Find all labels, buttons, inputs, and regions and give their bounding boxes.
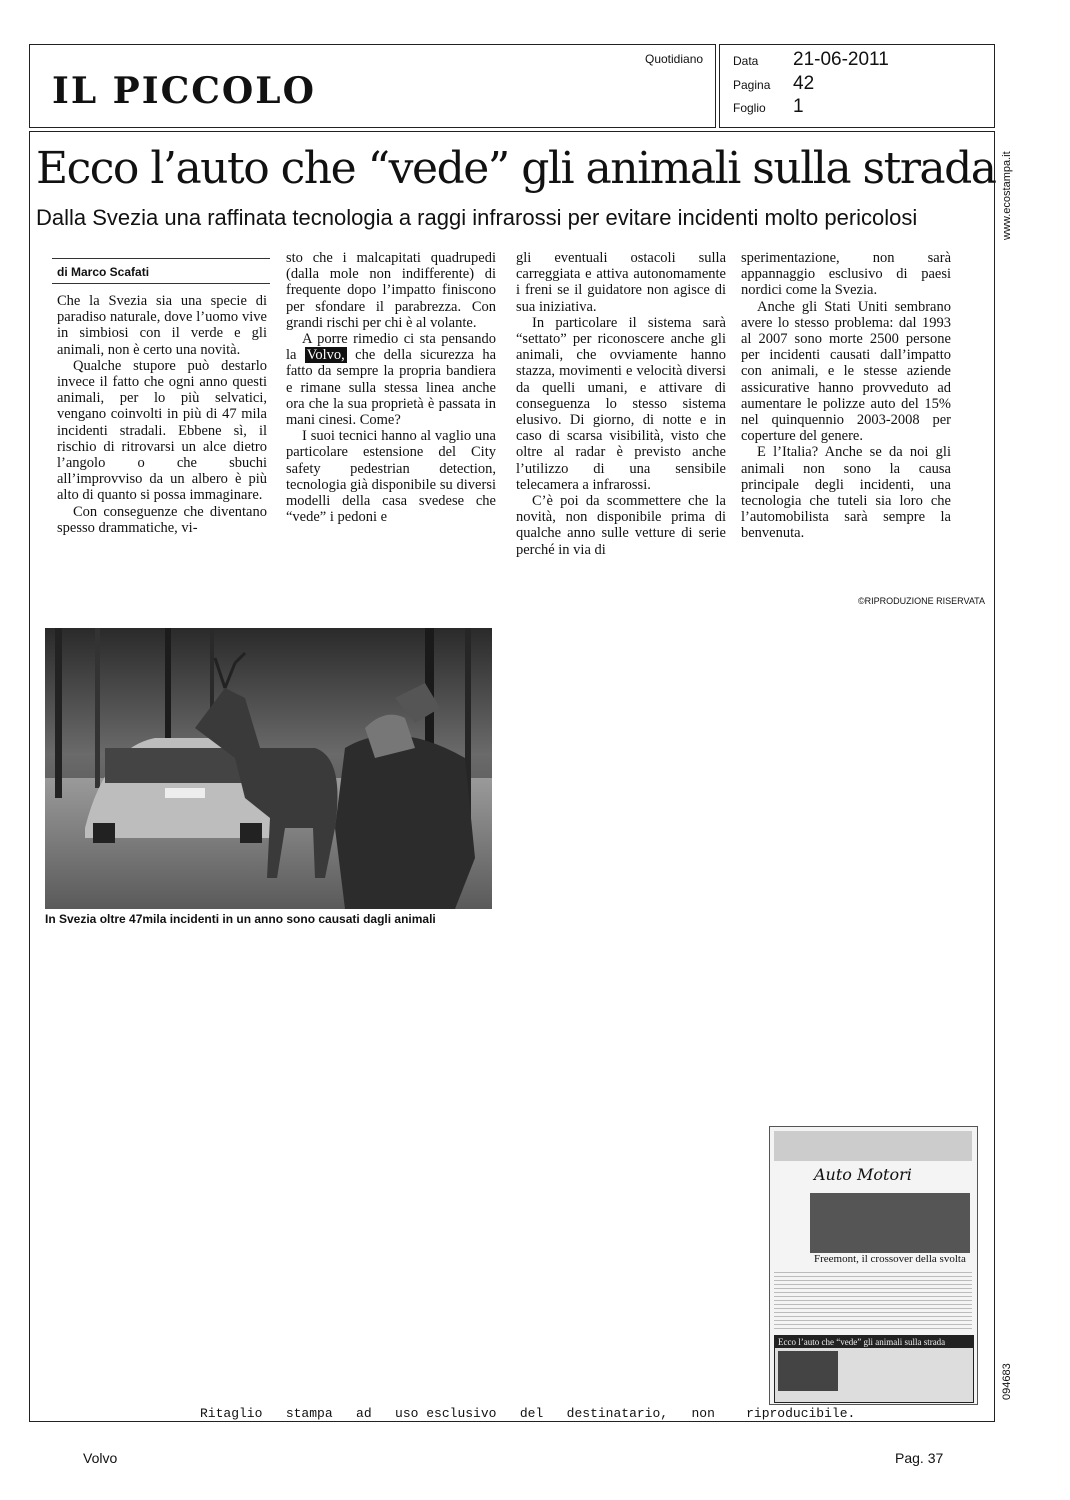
newspaper-logo: IL PICCOLO bbox=[52, 70, 316, 112]
article-column-3 bbox=[516, 250, 726, 558]
thumb-top-strip bbox=[774, 1131, 972, 1161]
sheet-label: Foglio bbox=[733, 101, 766, 115]
article-column-4 bbox=[741, 250, 951, 542]
col3-paragraph: gli eventuali ostacoli sulla carreggiata e attiva autonomamente i freni se il guidatore non agisce di sua iniziativa. bbox=[516, 250, 726, 315]
page-thumbnail bbox=[769, 1126, 978, 1405]
byline-rule bbox=[52, 258, 270, 259]
col2-paragraph bbox=[286, 331, 496, 428]
byline-rule-bottom bbox=[52, 283, 270, 284]
col2-paragraph: I suoi tecnici hanno al vaglio una particolare estensione del City safety pedestrian detection, tecnologia già disponibile su diversi modelli della casa svedese che “vede” i pedoni e bbox=[286, 428, 496, 526]
website-vertical: www.ecostampa.it bbox=[1001, 151, 1013, 240]
page-label: Pagina bbox=[733, 78, 771, 92]
col1-paragraph: Con conseguenze che diventano spesso drammatiche, vi- bbox=[57, 503, 267, 536]
deer-and-car-photo bbox=[45, 628, 492, 909]
footer-brand: Volvo bbox=[83, 1450, 118, 1466]
brand-highlight: Volvo, bbox=[306, 347, 345, 364]
sheet-value: 1 bbox=[793, 96, 804, 117]
thumb-article-box bbox=[774, 1335, 974, 1403]
col2-text: che della sicurezza ha fatto da sempre la propria bandiera e rimane sulla stessa linea anche ora che la sua proprietà è passata in mani cinesi. Come? bbox=[286, 347, 497, 429]
col1-paragraph: Che la Svezia sia una specie di paradiso naturale, dove l’uomo vive in simbiosi con il verde e gli animali, non è certo una novità. bbox=[57, 293, 267, 358]
col2-text: A porre rimedio ci sta pensando la bbox=[286, 331, 496, 364]
col3-paragraph: C’è poi da scommettere che la novità, non disponibile prima di qualche anno sulle vetture di serie perché in via di bbox=[516, 493, 726, 558]
col1-paragraph: Qualche stupore può destarlo invece il fatto che ogni anno questi animali, per lo più selvatici, vengano coinvolti in più di 47 mila incidenti stradali. Ebbene sì, il rischio di ritrovarsi un alce dietro l’angolo o che sbuchi all’improvviso da un albero è più alto di quanto si possa immaginare. bbox=[57, 357, 267, 504]
thumb-text-block bbox=[774, 1272, 972, 1332]
page-value: 42 bbox=[793, 73, 815, 94]
date-label: Data bbox=[733, 54, 759, 68]
article-headline: Ecco l’auto che “vede” gli animali sulla strada bbox=[36, 143, 996, 194]
thumb-headline: Freemont, il crossover della svolta bbox=[814, 1253, 966, 1265]
code-vertical: 094683 bbox=[1001, 1363, 1013, 1400]
col4-paragraph: sperimentazione, non sarà appannaggio esclusivo di paesi nordici come la Svezia. bbox=[741, 250, 951, 299]
article-column-1 bbox=[57, 293, 267, 536]
col4-paragraph: Anche gli Stati Uniti sembrano avere lo stesso problema: dal 1993 al 2007 sono morte 2500 persone per incidenti causati dall’impatto con animali, e le stesse aziende assicurative hanno provveduto ad aumentare le polizze auto del 15% nel quinquennio 2003-2008 per coperture del genere. bbox=[741, 298, 951, 445]
frequency-label: Quotidiano bbox=[645, 52, 704, 66]
thumb-section-title: Auto Motori bbox=[814, 1165, 912, 1184]
date-value: 21-06-2011 bbox=[793, 49, 889, 70]
byline: di Marco Scafati bbox=[57, 265, 150, 279]
col4-paragraph: E l’Italia? Anche se da noi gli animali non sono la causa principale degli incidenti, una tecnologia che tuteli sia loro che l’automobilista sarà sempre la benvenuta. bbox=[741, 444, 951, 542]
footer-page: Pag. 37 bbox=[895, 1450, 944, 1466]
article-photo bbox=[45, 628, 492, 909]
clipping-notice: Ritaglio stampa ad uso esclusivo del destinatario, non riproducibile. bbox=[200, 1406, 856, 1421]
article-column-2 bbox=[286, 250, 496, 525]
thumb-photo-block bbox=[810, 1193, 970, 1253]
thumb-article-photo bbox=[778, 1351, 838, 1391]
thumb-article-headline: Ecco l’auto che “vede” gli animali sulla strada bbox=[775, 1336, 973, 1348]
col2-paragraph: sto che i malcapitati quadrupedi (dalla mole non indifferente) di frequente dopo l’impatto finiscono per sfondare il parabrezza. Con grandi rischi per chi è al volante. bbox=[286, 250, 496, 331]
col3-paragraph: In particolare il sistema sarà “settato” per riconoscere anche gli animali, che ovviamente hanno stazza, movimenti e velocità diversi da quelli umani, e attivare di conseguenza lo stesso sistema elusivo. Di giorno, di notte e in caso di scarsa visibilità, visto che oltre al radar è previsto anche l’utilizzo di una sensibile telecamera a infrarossi. bbox=[516, 314, 726, 493]
article-subheadline: Dalla Svezia una raffinata tecnologia a raggi infrarossi per evitare incidenti molto pericolosi bbox=[36, 205, 918, 230]
photo-caption: In Svezia oltre 47mila incidenti in un anno sono causati dagli animali bbox=[45, 912, 436, 926]
rights-notice: ©RIPRODUZIONE RISERVATA bbox=[858, 596, 985, 606]
